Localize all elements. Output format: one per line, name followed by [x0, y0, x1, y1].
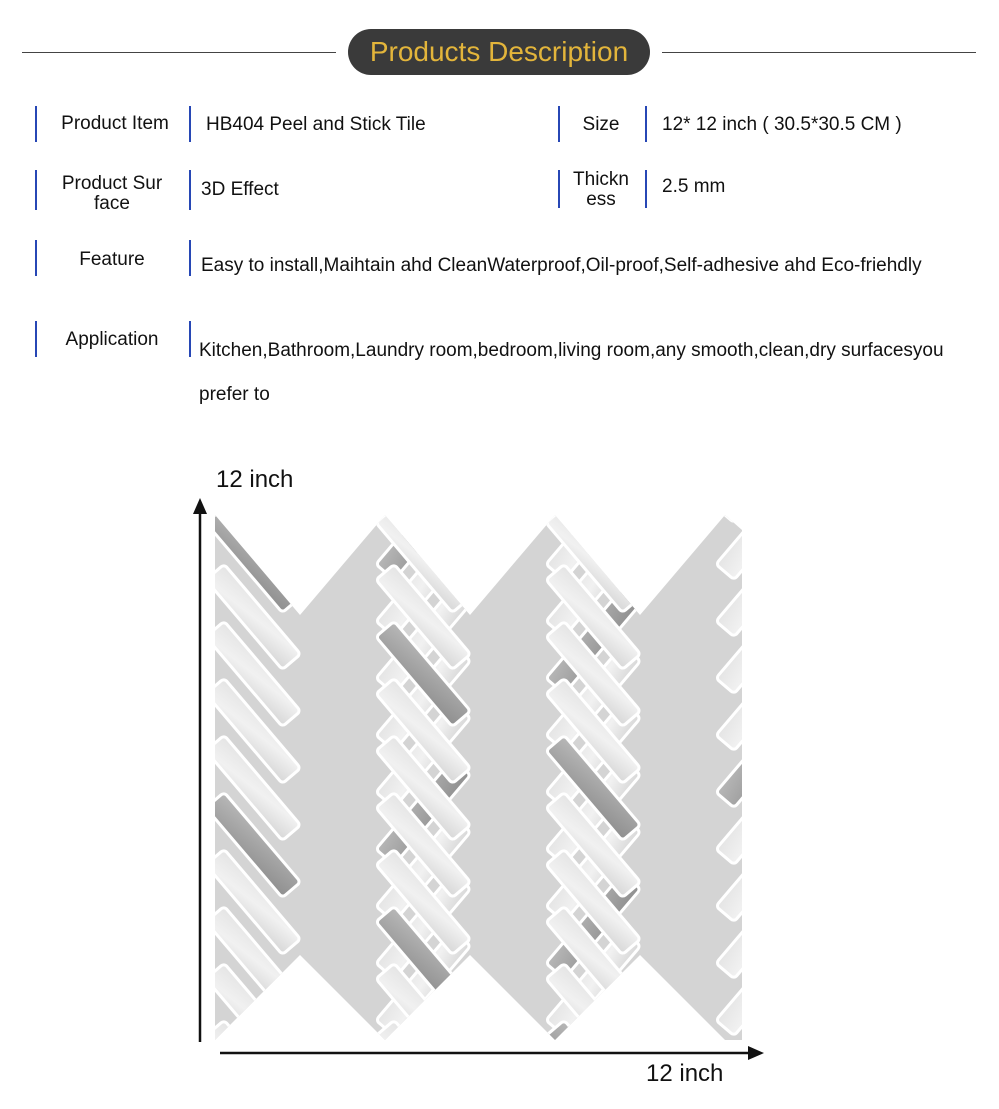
tile-strip — [716, 360, 811, 465]
tile-strip — [376, 1020, 471, 1109]
tile-strip — [546, 417, 641, 522]
application-value: Kitchen,Bathroom,Laundry room,bedroom,living room,any smooth,clean,dry surfacesyou prefer to — [199, 340, 944, 405]
herringbone-tile — [206, 303, 811, 1109]
tile-strip — [546, 1020, 641, 1109]
tile-strip — [546, 303, 641, 408]
feature-label: Feature — [79, 249, 145, 270]
application-label: Application — [65, 329, 159, 350]
tile-strip — [376, 393, 471, 498]
up-arrow-icon — [193, 498, 207, 514]
product-surface-value: 3D Effect — [201, 179, 279, 200]
feature-value: Easy to install,Maihtain ahd CleanWaterproof,Oil-proof,Self-adhesive ahd Eco-friehdly — [201, 255, 922, 276]
tile-strip — [546, 360, 641, 465]
tile-strip — [716, 303, 811, 408]
thickness-value: 2.5 mm — [662, 176, 726, 197]
tile-strip — [546, 393, 641, 498]
tile-strip — [206, 1020, 301, 1109]
tile-strip — [376, 303, 471, 408]
size-value: 12* 12 inch ( 30.5*30.5 CM ) — [662, 114, 902, 135]
product-item-value: HB404 Peel and Stick Tile — [206, 114, 426, 135]
right-arrow-icon — [748, 1046, 764, 1060]
tile-strip — [376, 417, 471, 522]
section-title: Products Description — [348, 29, 650, 75]
tile-strip — [716, 417, 811, 522]
size-label: Size — [582, 114, 620, 135]
tile-strip — [376, 360, 471, 465]
thickness-label: Thickn ess — [573, 169, 629, 210]
product-surface-label: Product Sur face — [61, 173, 163, 214]
vertical-dimension-label: 12 inch — [216, 466, 294, 493]
product-item-label: Product Item — [61, 113, 169, 134]
horizontal-dimension-label: 12 inch — [646, 1060, 724, 1087]
